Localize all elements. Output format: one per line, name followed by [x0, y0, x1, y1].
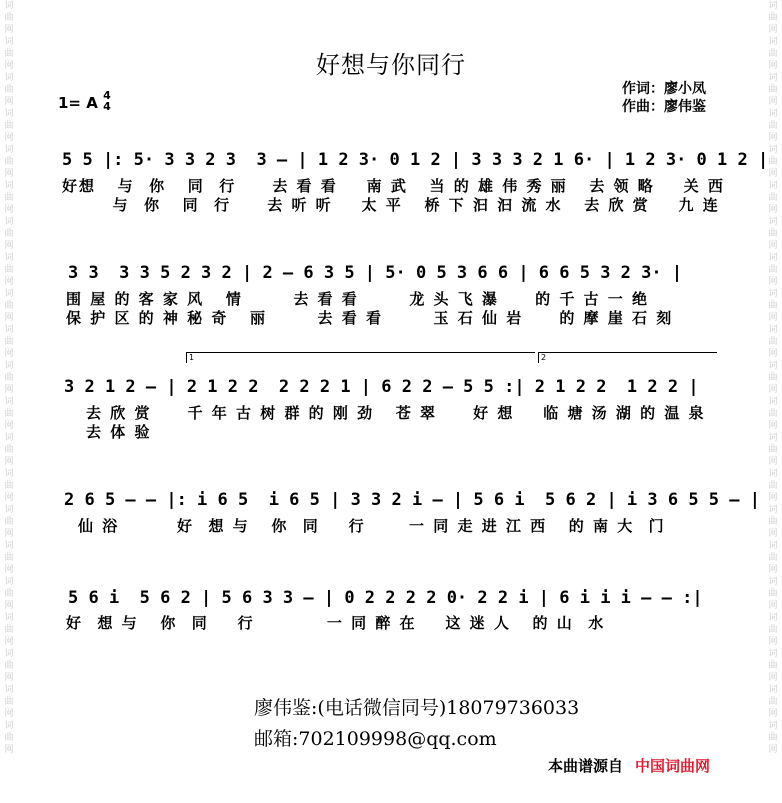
lyricist: 作词：廖小凤 [622, 81, 706, 97]
source-prefix: 本曲谱源自 [548, 757, 624, 775]
score-line-2-notes: 3 3 3 3 5 2 3 2 | 2 — 6 3 5 | 5· 0 5 3 6 6 | 6 6 5 3 2 3· | [68, 263, 683, 283]
score-line-4-notes: 2 6 5 — — |: i 6 5 i 6 5 | 3 3 2 i — | 5 6 i 5 6 2 | i 3 6 5 5 — | [64, 490, 760, 510]
contact-phone: 廖伟鉴:(电话微信同号)18079736033 [254, 697, 580, 719]
right-watermark: 词曲网词曲网词曲网词曲网词曲网词曲网词曲网词曲网词曲网词曲网词曲网词曲网词曲网词曲网词曲网词曲网词曲网词曲网词曲网词曲网词曲网 [768, 1, 778, 755]
key-signature: 1= A [58, 94, 98, 112]
score-line-2-lyric-2: 保 护 区 的 神 秘 奇 丽 去 看 看 玉 石 仙 岩 的 摩 崖 石 刻 [66, 309, 674, 327]
score-line-3-lyric-1: 去 欣 赏 千 年 古 树 群 的 刚 劲 苍 翠 好 想 临 塘 汤 湖 的 温 泉 [86, 404, 706, 422]
time-signature-top: 4 [103, 89, 111, 102]
score-line-1-lyric-2: 与 你 同 行 去 听 听 太 平 桥 下 汩 汩 流 水 去 欣 赏 九 连 [62, 196, 720, 214]
contact-email: 邮箱:702109998@qq.com [254, 728, 497, 750]
score-line-5-notes: 5 6 i 5 6 2 | 5 6 3 3 — | 0 2 2 2 2 0· 2 2 i | 6 i i i — — :| [68, 588, 703, 608]
score-line-3-notes: 3 2 1 2 — | 2 1 2 2 2 2 2 1 | 6 2 2 — 5 5 :| 2 1 2 2 1 2 2 | [64, 377, 699, 397]
page-title: 好想与你同行 [316, 51, 466, 79]
score-line-1-notes: 5 5 |: 5· 3 3 2 3 3 — | 1 2 3· 0 1 2 | 3 3 3 2 1 6· | 1 2 3· 0 1 2 | [62, 150, 769, 170]
volta-bracket-1: 1 [186, 352, 535, 363]
source-brand-link[interactable]: 中国词曲网 [635, 757, 711, 775]
score-line-4-lyric-1: 仙 浴 好 想 与 你 同 行 一 同 走 进 江 西 的 南 大 门 [78, 517, 666, 535]
score-line-5-lyric-1: 好 想 与 你 同 行 一 同 醉 在 这 迷 人 的 山 水 [66, 614, 606, 632]
time-signature [102, 90, 112, 112]
time-signature-bottom: 4 [103, 100, 111, 113]
source-credit [548, 755, 710, 776]
score-line-3-lyric-2: 去 体 验 [86, 423, 152, 441]
volta-bracket-2: 2 [538, 352, 717, 363]
composer: 作曲：廖伟鉴 [622, 99, 706, 115]
score-line-1-lyric-1: 好想 与 你 同 行 去 看 看 南 武 当 的 雄 伟 秀 丽 去 领 略 关 西 [62, 177, 725, 195]
credits [622, 80, 706, 116]
left-watermark: 词曲网词曲网词曲网词曲网词曲网词曲网词曲网词曲网词曲网词曲网词曲网词曲网词曲网词曲网词曲网词曲网词曲网词曲网词曲网词曲网词曲网 [4, 1, 14, 755]
score-line-2-lyric-1: 围 屋 的 客 家 风 情 去 看 看 龙 头 飞 瀑 的 千 古 一 绝 [66, 290, 650, 308]
